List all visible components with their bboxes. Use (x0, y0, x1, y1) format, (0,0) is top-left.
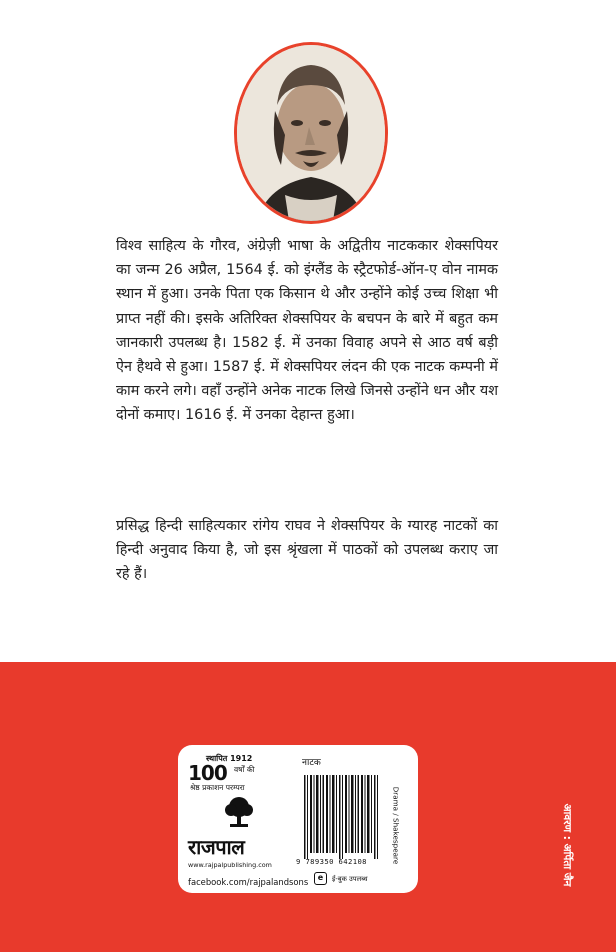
publisher-website: www.rajpalpublishing.com (188, 861, 272, 869)
book-category: Drama / Shakespeare (391, 786, 401, 865)
tree-logo-icon (222, 795, 256, 829)
isbn-number: 9 789350 642108 (296, 857, 367, 866)
publisher-label-box (178, 745, 418, 893)
ebook-label: ई-बुक उपलब्ध (332, 875, 368, 883)
cover-design-credit: आवरण : अर्पिता जैन (561, 803, 573, 887)
publisher-name: राजपाल (188, 835, 245, 859)
book-info-block (296, 751, 410, 887)
barcode (304, 775, 380, 859)
genre-label: नाटक (302, 758, 321, 768)
years-number: 100 (188, 761, 227, 785)
established-text: स्थापित 1912 (206, 754, 253, 763)
publisher-facebook: facebook.com/rajpalandsons (188, 877, 309, 887)
portrait-image (237, 45, 385, 221)
ebook-icon: e (314, 872, 327, 885)
author-portrait (234, 42, 388, 224)
biography-paragraph: विश्व साहित्य के गौरव, अंग्रेज़ी भाषा के अद्वितीय नाटककार शेक्सपियर का जन्म 26 अप्रैल, 1564 ई. को इंग्लैंड के स्ट्रैटफोर्ड-ऑन-ए वोन नामक स्थान में हुआ। उनके पिता एक किसान थे और उन्होंने कोई उच्च शिक्षा भी प्राप्त नहीं की। इसके अतिरिक्त शेक्सपियर के बचपन के बारे में बहुत कम जानकारी उपलब्ध है। 1582 ई. में उनका विवाह अपने से आठ वर्ष बड़ी ऐन हैथवे से हुआ। 1587 ई. में शेक्सपियर लंदन की एक नाटक कम्पनी में काम करने लगे। वहाँ उन्होंने अनेक नाटक लिखे जिनसे उन्होंने धन और यश दोनों कमाए। 1616 ई. में उनका देहान्त हुआ। (116, 238, 498, 424)
years-suffix: वर्षों की (234, 765, 255, 774)
publisher-tagline: श्रेष्ठ प्रकाशन परम्परा (190, 783, 245, 792)
translation-note-paragraph: प्रसिद्ध हिन्दी साहित्यकार रांगेय राघव ने शेक्सपियर के ग्यारह नाटकों का हिन्दी अनुवाद किया है, जो इस श्रृंखला में पाठकों को उपलब्ध कराए जा रहे हैं। (116, 518, 498, 583)
publisher-block (186, 753, 309, 887)
